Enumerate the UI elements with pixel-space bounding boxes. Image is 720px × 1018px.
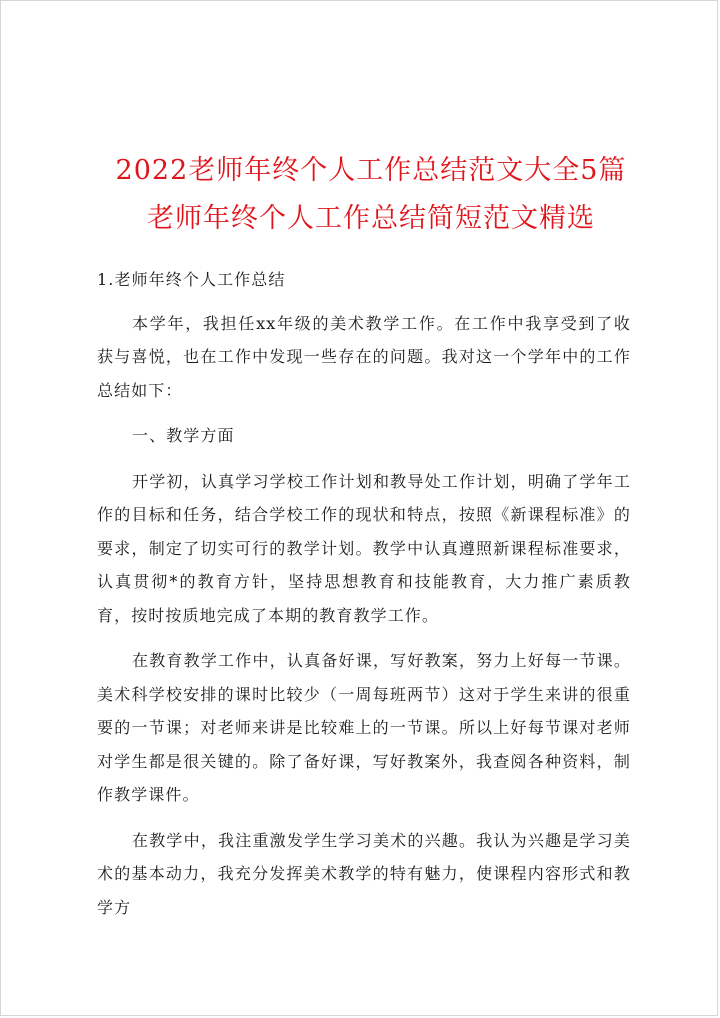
body-paragraph: 在教学中，我注重激发学生学习美术的兴趣。我认为兴趣是学习美术的基本动力，我充分发挥美术教学的特有魅力，使课程内容形式和教学方 — [97, 830, 631, 917]
section-heading: 1.老师年终个人工作总结 — [97, 270, 286, 289]
document-body — [97, 263, 631, 936]
document-title: 2022老师年终个人工作总结范文大全5篇 老师年终个人工作总结简短范文精选 — [115, 155, 627, 234]
body-paragraph: 开学初，认真学习学校工作计划和教导处工作计划，明确了学年工作的目标和任务，结合学校工作的现状和特点，按照《新课程标准》的要求，制定了切实可行的教学计划。教学中认真遵照新课程标准要求，认真贯彻*的教育方针，坚持思想教育和技能教育，大力推广素质教育，按时按质地完成了本期的教育教学工作。 — [97, 471, 631, 625]
body-paragraph: 本学年，我担任xx年级的美术教学工作。在工作中我享受到了收获与喜悦，也在工作中发现一些存在的问题。我对这一个学年中的工作总结如下： — [97, 313, 631, 400]
body-paragraph: 在教育教学工作中，认真备好课，写好教案，努力上好每一节课。美术科学校安排的课时比较少（一周每班两节）这对于学生来讲的很重要的一节课；对老师来讲是比较难上的一节课。所以上好每节课对老师对学生都是很关键的。除了备好课，写好教案外，我查阅各种资料，制作教学课件。 — [97, 651, 631, 804]
subsection-heading: 一、教学方面 — [132, 426, 235, 445]
